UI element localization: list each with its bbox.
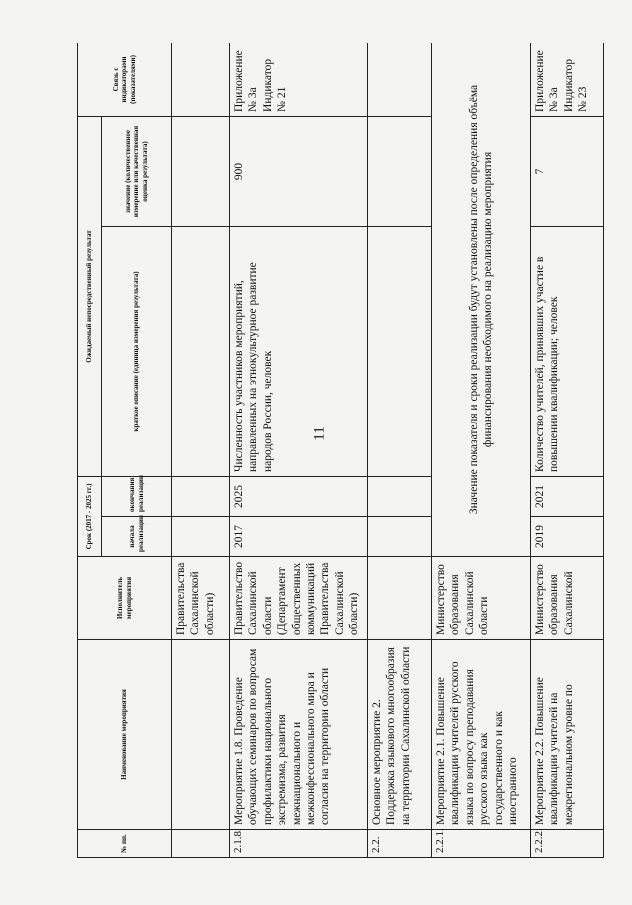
- row-name: [172, 640, 230, 830]
- row-result-value: 7: [531, 116, 604, 226]
- row-executor: Министерство образования Сахалинской области: [432, 557, 531, 640]
- row-end: [172, 476, 230, 516]
- table-row: [368, 43, 432, 858]
- row-start: [368, 517, 432, 557]
- row-link: Приложение № 3а Индикатор № 23: [531, 43, 604, 116]
- row-link: [172, 43, 230, 116]
- header-executor: Исполнитель мероприятия: [78, 557, 172, 640]
- row-link: Приложение № 3а Индикатор № 21: [230, 43, 368, 116]
- header-term: Срок (2017 - 2025 гг.): [78, 476, 102, 556]
- row-result-description: Количество учителей, принявших участие в повышении квалификации; человек: [531, 226, 604, 476]
- row-result-description: Численность участников мероприятий, направленных на этнокультурное развитие народов России, человек: [230, 226, 368, 476]
- row-executor: [368, 557, 432, 640]
- row-name: Мероприятие 1.8. Проведение обучающих семинаров по вопросам профилактики национального экстремизма, развития межнационального и межконфессионального мира и согласия на территории области: [230, 640, 368, 830]
- page-number: 11: [311, 426, 328, 441]
- table-row: [531, 43, 604, 858]
- table-row: [432, 43, 531, 858]
- header-name: Наименование мероприятия: [78, 640, 172, 830]
- row-start: [172, 517, 230, 557]
- row-end: [368, 476, 432, 516]
- row-result-description: [368, 226, 432, 476]
- row-result-value: [172, 116, 230, 226]
- row-executor: Министерство образования Сахалинской: [531, 557, 604, 640]
- row-number: [172, 830, 230, 858]
- header-result-value: значение (количественное измерение или качественная оценка результата): [102, 116, 172, 226]
- measures-table-wrapper: [77, 43, 604, 858]
- row-link: [368, 43, 432, 116]
- row-executor: Правительства Сахалинской области): [172, 557, 230, 640]
- row-result-description: [172, 226, 230, 476]
- header-result: Ожидаемый непосредственный результат: [78, 116, 102, 476]
- row-start: 2019: [531, 517, 604, 557]
- header-number: № пп.: [78, 830, 172, 858]
- header-start: начала реализации: [102, 517, 172, 557]
- row-name: Мероприятие 2.1. Повышение квалификации учителей русского языка по вопросу преподавания русского языка как государственного и как иностранного: [432, 640, 531, 830]
- header-result-description: краткое описание (единица измерения результата): [102, 226, 172, 476]
- row-name: Основное мероприятие 2. Поддержка языкового многообразия на территории Сахалинской области: [368, 640, 432, 830]
- row-number: 2.1.8.: [230, 830, 368, 858]
- table-row: [230, 43, 368, 858]
- row-end: 2021: [531, 476, 604, 516]
- measures-table: [77, 43, 604, 858]
- row-span-note: Значение показателя и сроки реализации будут установлены после определения объёма финансирования необходимого на реализацию мероприятия: [432, 43, 531, 557]
- row-number: 2.2.2.: [531, 830, 604, 858]
- header-end: окончания реализации: [102, 476, 172, 516]
- row-number: 2.2.1.: [432, 830, 531, 858]
- table-row: [172, 43, 230, 858]
- row-result-value: [368, 116, 432, 226]
- header-link: Связь с индикаторами (показателями): [78, 43, 172, 116]
- row-number: 2.2.: [368, 830, 432, 858]
- row-executor: Правительство Сахалинской области (Департамент общественных коммуникаций Правительства Сахалинской области): [230, 557, 368, 640]
- row-start: 2017: [230, 517, 368, 557]
- row-end: 2025: [230, 476, 368, 516]
- row-name: Мероприятие 2.2. Повышение квалификации учителей на межрегиональном уровне по: [531, 640, 604, 830]
- row-result-value: 900: [230, 116, 368, 226]
